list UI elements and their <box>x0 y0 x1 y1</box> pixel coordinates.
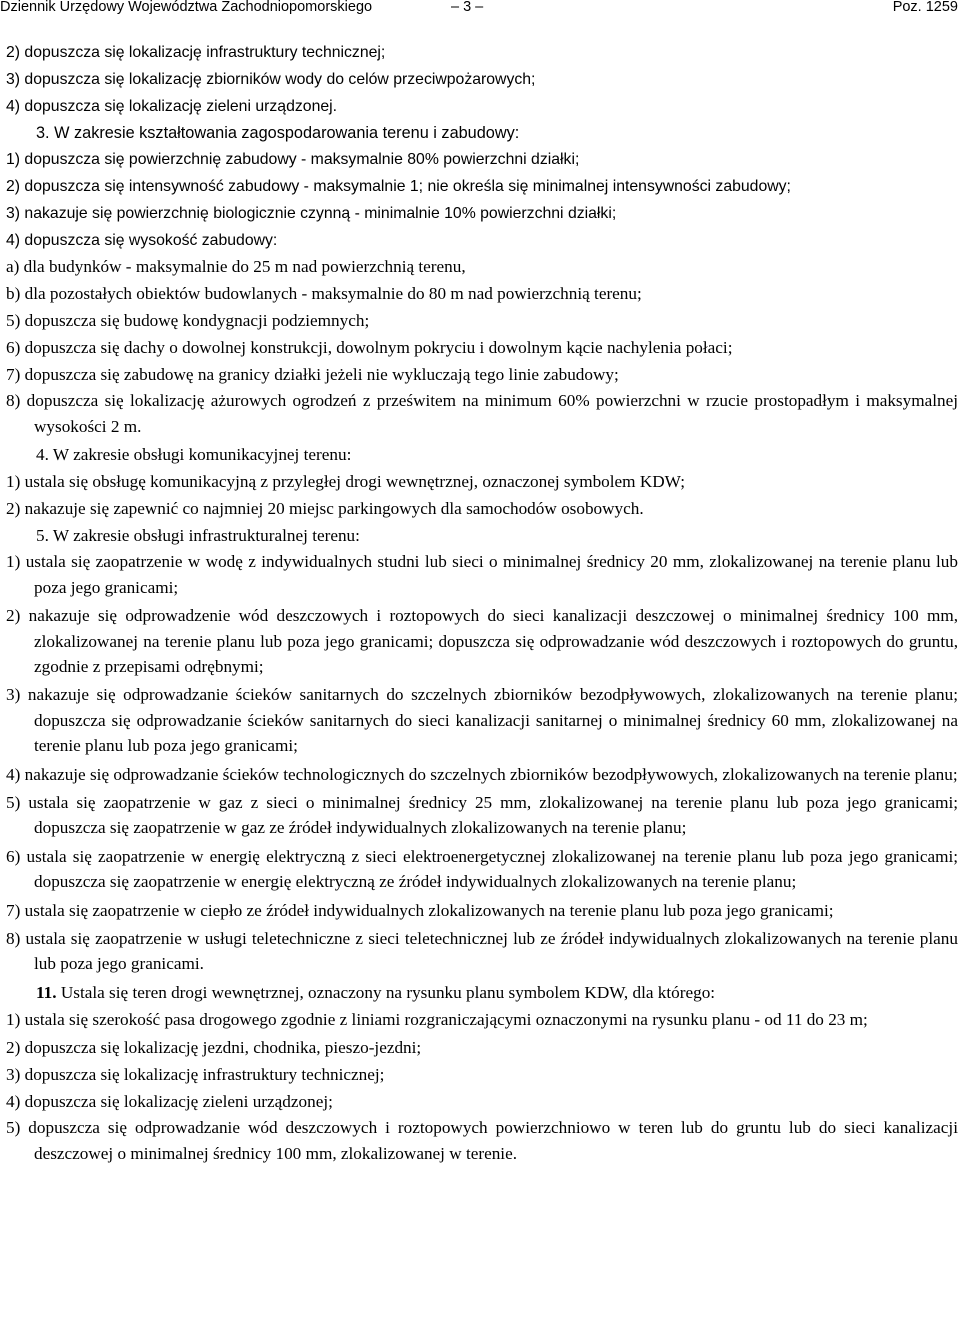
list-item: b) dla pozostałych obiektów budowlanych - maksymalnie do 80 m nad powierzchnią terenu; <box>6 284 642 304</box>
list-item: 2) dopuszcza się lokalizację jezdni, chodnika, pieszo-jezdni; <box>6 1038 422 1058</box>
list-item: 6) ustala się zaopatrzenie w energię elektryczną z sieci elektroenergetycznej zlokalizowanej na terenie planu lub poza jego granicami; dopuszcza się zaopatrzenie w energię elektryczną ze źródeł indywidualnych zlokalizowanych na terenie planu; <box>6 846 958 892</box>
list-item: 3) nakazuje się powierzchnię biologicznie czynną - minimalnie 10% powierzchni działki; <box>6 204 617 222</box>
list-item: 3) nakazuje się odprowadzanie ścieków sanitarnych do szczelnych zbiorników bezodpływowych, zlokalizowanych na terenie planu; dopuszcza się odprowadzanie ścieków sanitarnych do sieci kanalizacji sanitarnej o minimalnej średnicy 60 mm, zlokalizowanej na terenie planu lub poza jego granicami; <box>6 685 958 756</box>
list-item: 4) dopuszcza się lokalizację zieleni urządzonej. <box>6 97 338 115</box>
list-item: 7) ustala się zaopatrzenie w ciepło ze źródeł indywidualnych zlokalizowanych na terenie planu lub poza jego granicami; <box>6 900 834 920</box>
list-item: 2) nakazuje się zapewnić co najmniej 20 miejsc parkingowych dla samochodów osobowych. <box>6 498 644 518</box>
section-11-heading <box>6 980 958 1007</box>
list-item: 5) dopuszcza się budowę kondygnacji podziemnych; <box>6 310 370 330</box>
journal-title: Dziennik Urzędowy Województwa Zachodniopomorskiego <box>0 0 373 15</box>
paragraph-number: 11. <box>36 982 57 1002</box>
list-item: 2) dopuszcza się lokalizację infrastruktury technicznej; <box>6 44 386 61</box>
position-number: Poz. 1259 <box>892 0 958 15</box>
list-item: 8) dopuszcza się lokalizację ażurowych ogrodzeń z prześwitem na minimum 60% powierzchni w rzucie prostopadłym i maksymalnej wysokości 2 m. <box>6 391 958 436</box>
list-item: 2) nakazuje się odprowadzenie wód deszczowych i roztopowych do sieci kanalizacji deszczowej o minimalnej średnicy 100 mm, zlokalizowanej na terenie planu lub poza jego granicami; dopuszcza się odprowadzanie wód deszczowych i roztopowych do gruntu, zgodnie z przepisami odrębnymi; <box>6 606 958 676</box>
list-item: a) dla budynków - maksymalnie do 25 m nad powierzchnią terenu, <box>6 257 466 277</box>
list-item: 5) ustala się zaopatrzenie w gaz z sieci o minimalnej średnicy 25 mm, zlokalizowanej na terenie planu lub poza jego granicami; dopuszcza się zaopatrzenie w gaz ze źródeł indywidualnych zlokalizowanych na terenie planu; <box>6 793 958 838</box>
section-5-heading: 5. W zakresie obsługi infrastrukturalnej terenu: <box>36 525 360 545</box>
section-4-heading: 4. W zakresie obsługi komunikacyjnej terenu: <box>36 445 352 465</box>
section-3-heading: 3. W zakresie kształtowania zagospodarowania terenu i zabudowy: <box>36 124 520 143</box>
list-item: 1) ustala się obsługę komunikacyjną z przyległej drogi wewnętrznej, oznaczonej symbolem KDW; <box>6 471 686 491</box>
page-header <box>0 0 960 16</box>
list-item: 3) dopuszcza się lokalizację zbiorników wody do celów przeciwpożarowych; <box>6 70 536 88</box>
list-item: 1) ustala się szerokość pasa drogowego zgodnie z liniami rozgraniczającymi oznaczonymi na rysunku planu - od 11 do 23 m; <box>6 1009 868 1029</box>
list-item: 1) dopuszcza się powierzchnię zabudowy - maksymalnie 80% powierzchni działki; <box>6 151 580 169</box>
list-item: 3) dopuszcza się lokalizację infrastruktury technicznej; <box>6 1064 385 1084</box>
list-item: 4) dopuszcza się wysokość zabudowy: <box>6 231 278 249</box>
paragraph-heading-text: Ustala się teren drogi wewnętrznej, oznaczony na rysunku planu symbolem KDW, dla którego: <box>60 982 716 1002</box>
list-item: 4) nakazuje się odprowadzanie ścieków technologicznych do szczelnych zbiorników bezodpływowych, zlokalizowanych na terenie planu; <box>6 764 958 784</box>
document-body <box>6 40 958 1169</box>
list-item: 7) dopuszcza się zabudowę na granicy działki jeżeli nie wykluczają tego linie zabudowy; <box>6 364 619 384</box>
page-number: – 3 – <box>451 0 484 15</box>
list-item: 5) dopuszcza się odprowadzanie wód deszczowych i roztopowych powierzchniowo w teren lub do gruntu lub do sieci kanalizacji deszczowej o minimalnej średnicy 100 mm, zlokalizowanej w terenie. <box>6 1118 958 1163</box>
list-item: 2) dopuszcza się intensywność zabudowy - maksymalnie 1; nie określa się minimalnej intensywności zabudowy; <box>6 177 791 195</box>
list-item: 1) ustala się zaopatrzenie w wodę z indywidualnych studni lub sieci o minimalnej średnicy 20 mm, zlokalizowanej na terenie planu lub poza jego granicami; <box>6 552 958 597</box>
list-item: 8) ustala się zaopatrzenie w usługi teletechniczne z sieci teletechnicznej lub ze źródeł indywidualnych zlokalizowanych na terenie planu lub poza jego granicami. <box>6 929 958 974</box>
list-item: 6) dopuszcza się dachy o dowolnej konstrukcji, dowolnym pokryciu i dowolnym kącie nachylenia połaci; <box>6 337 733 357</box>
list-item: 4) dopuszcza się lokalizację zieleni urządzonej; <box>6 1091 333 1111</box>
